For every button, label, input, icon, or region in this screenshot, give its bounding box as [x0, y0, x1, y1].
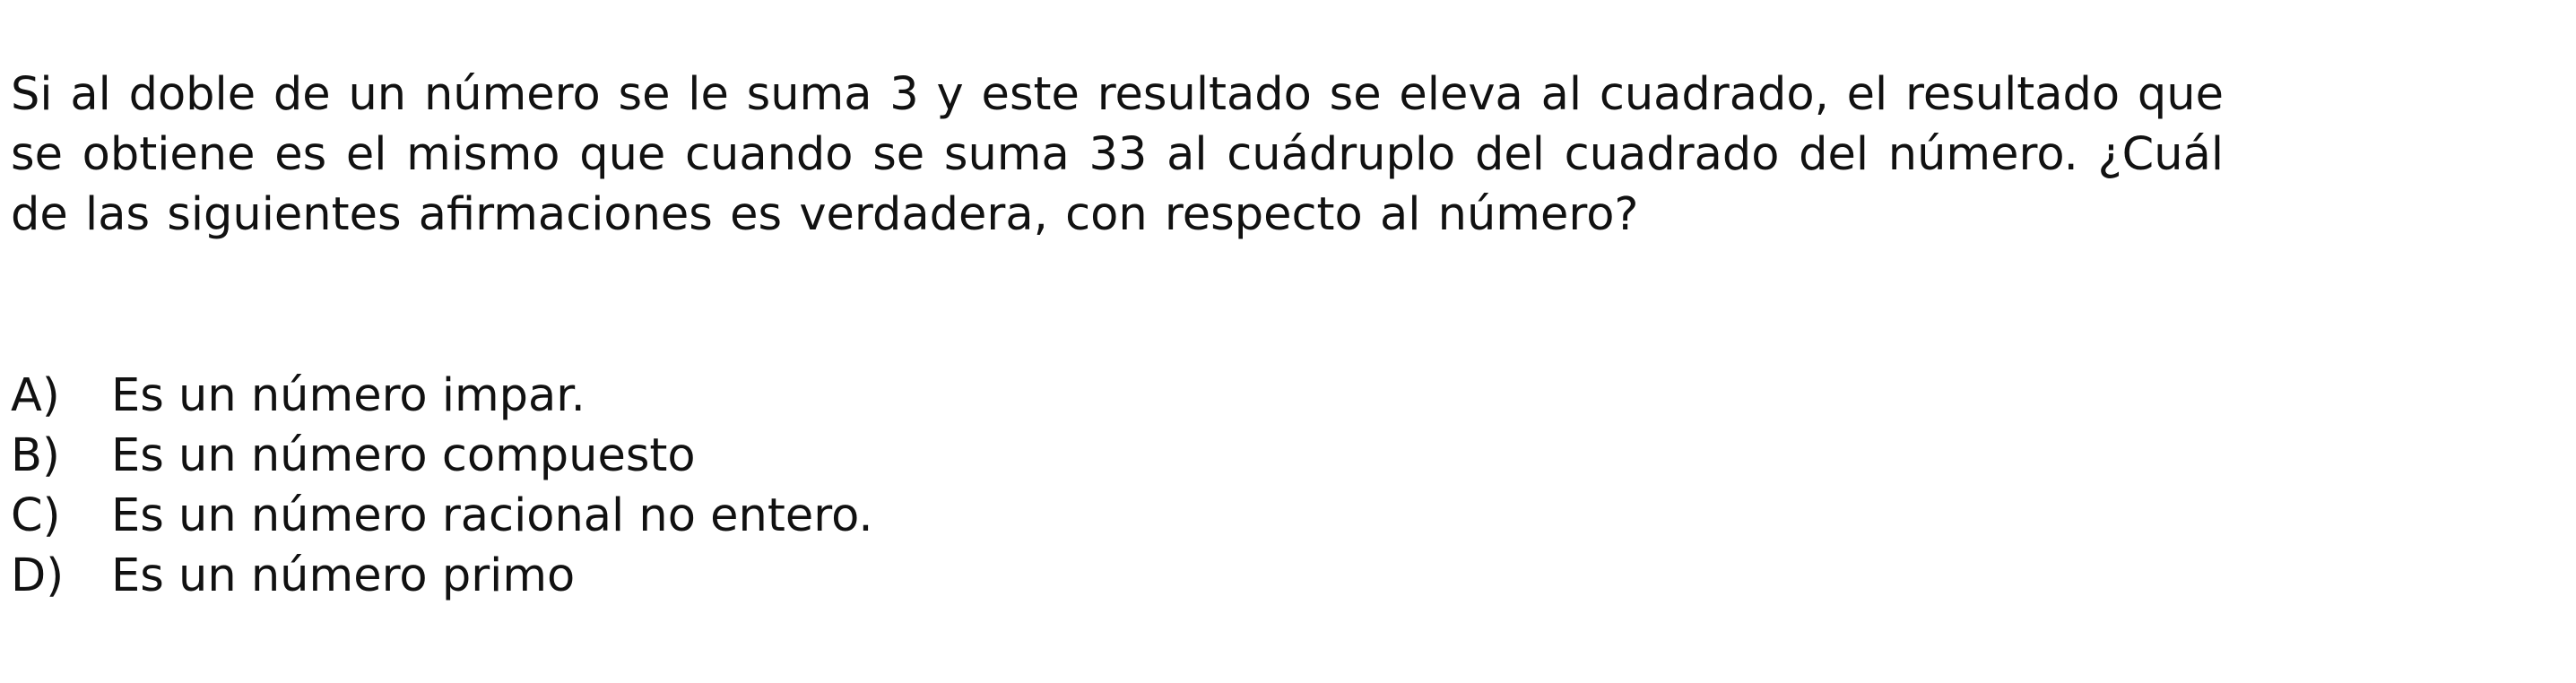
option-text: Es un número compuesto: [111, 429, 696, 482]
option-text: Es un número impar.: [111, 369, 585, 422]
option-c: [11, 486, 873, 546]
option-letter: A): [11, 369, 60, 422]
option-letter: C): [11, 489, 61, 542]
answer-options: [11, 366, 873, 606]
option-d: [11, 546, 873, 606]
option-a: [11, 366, 873, 426]
option-b: [11, 426, 873, 486]
option-text: Es un número racional no entero.: [111, 489, 873, 542]
question-text: Si al doble de un número se le suma 3 y este resultado se eleva al cuadrado, el resultado que se obtiene es el mismo que cuando se suma 33 al cuádruplo del cuadrado del número. ¿Cuál de las siguientes afirmaciones es verdadera, con respecto al número?: [11, 68, 2224, 241]
option-text: Es un número primo: [111, 549, 576, 602]
option-letter: B): [11, 429, 60, 482]
option-letter: D): [11, 549, 65, 602]
